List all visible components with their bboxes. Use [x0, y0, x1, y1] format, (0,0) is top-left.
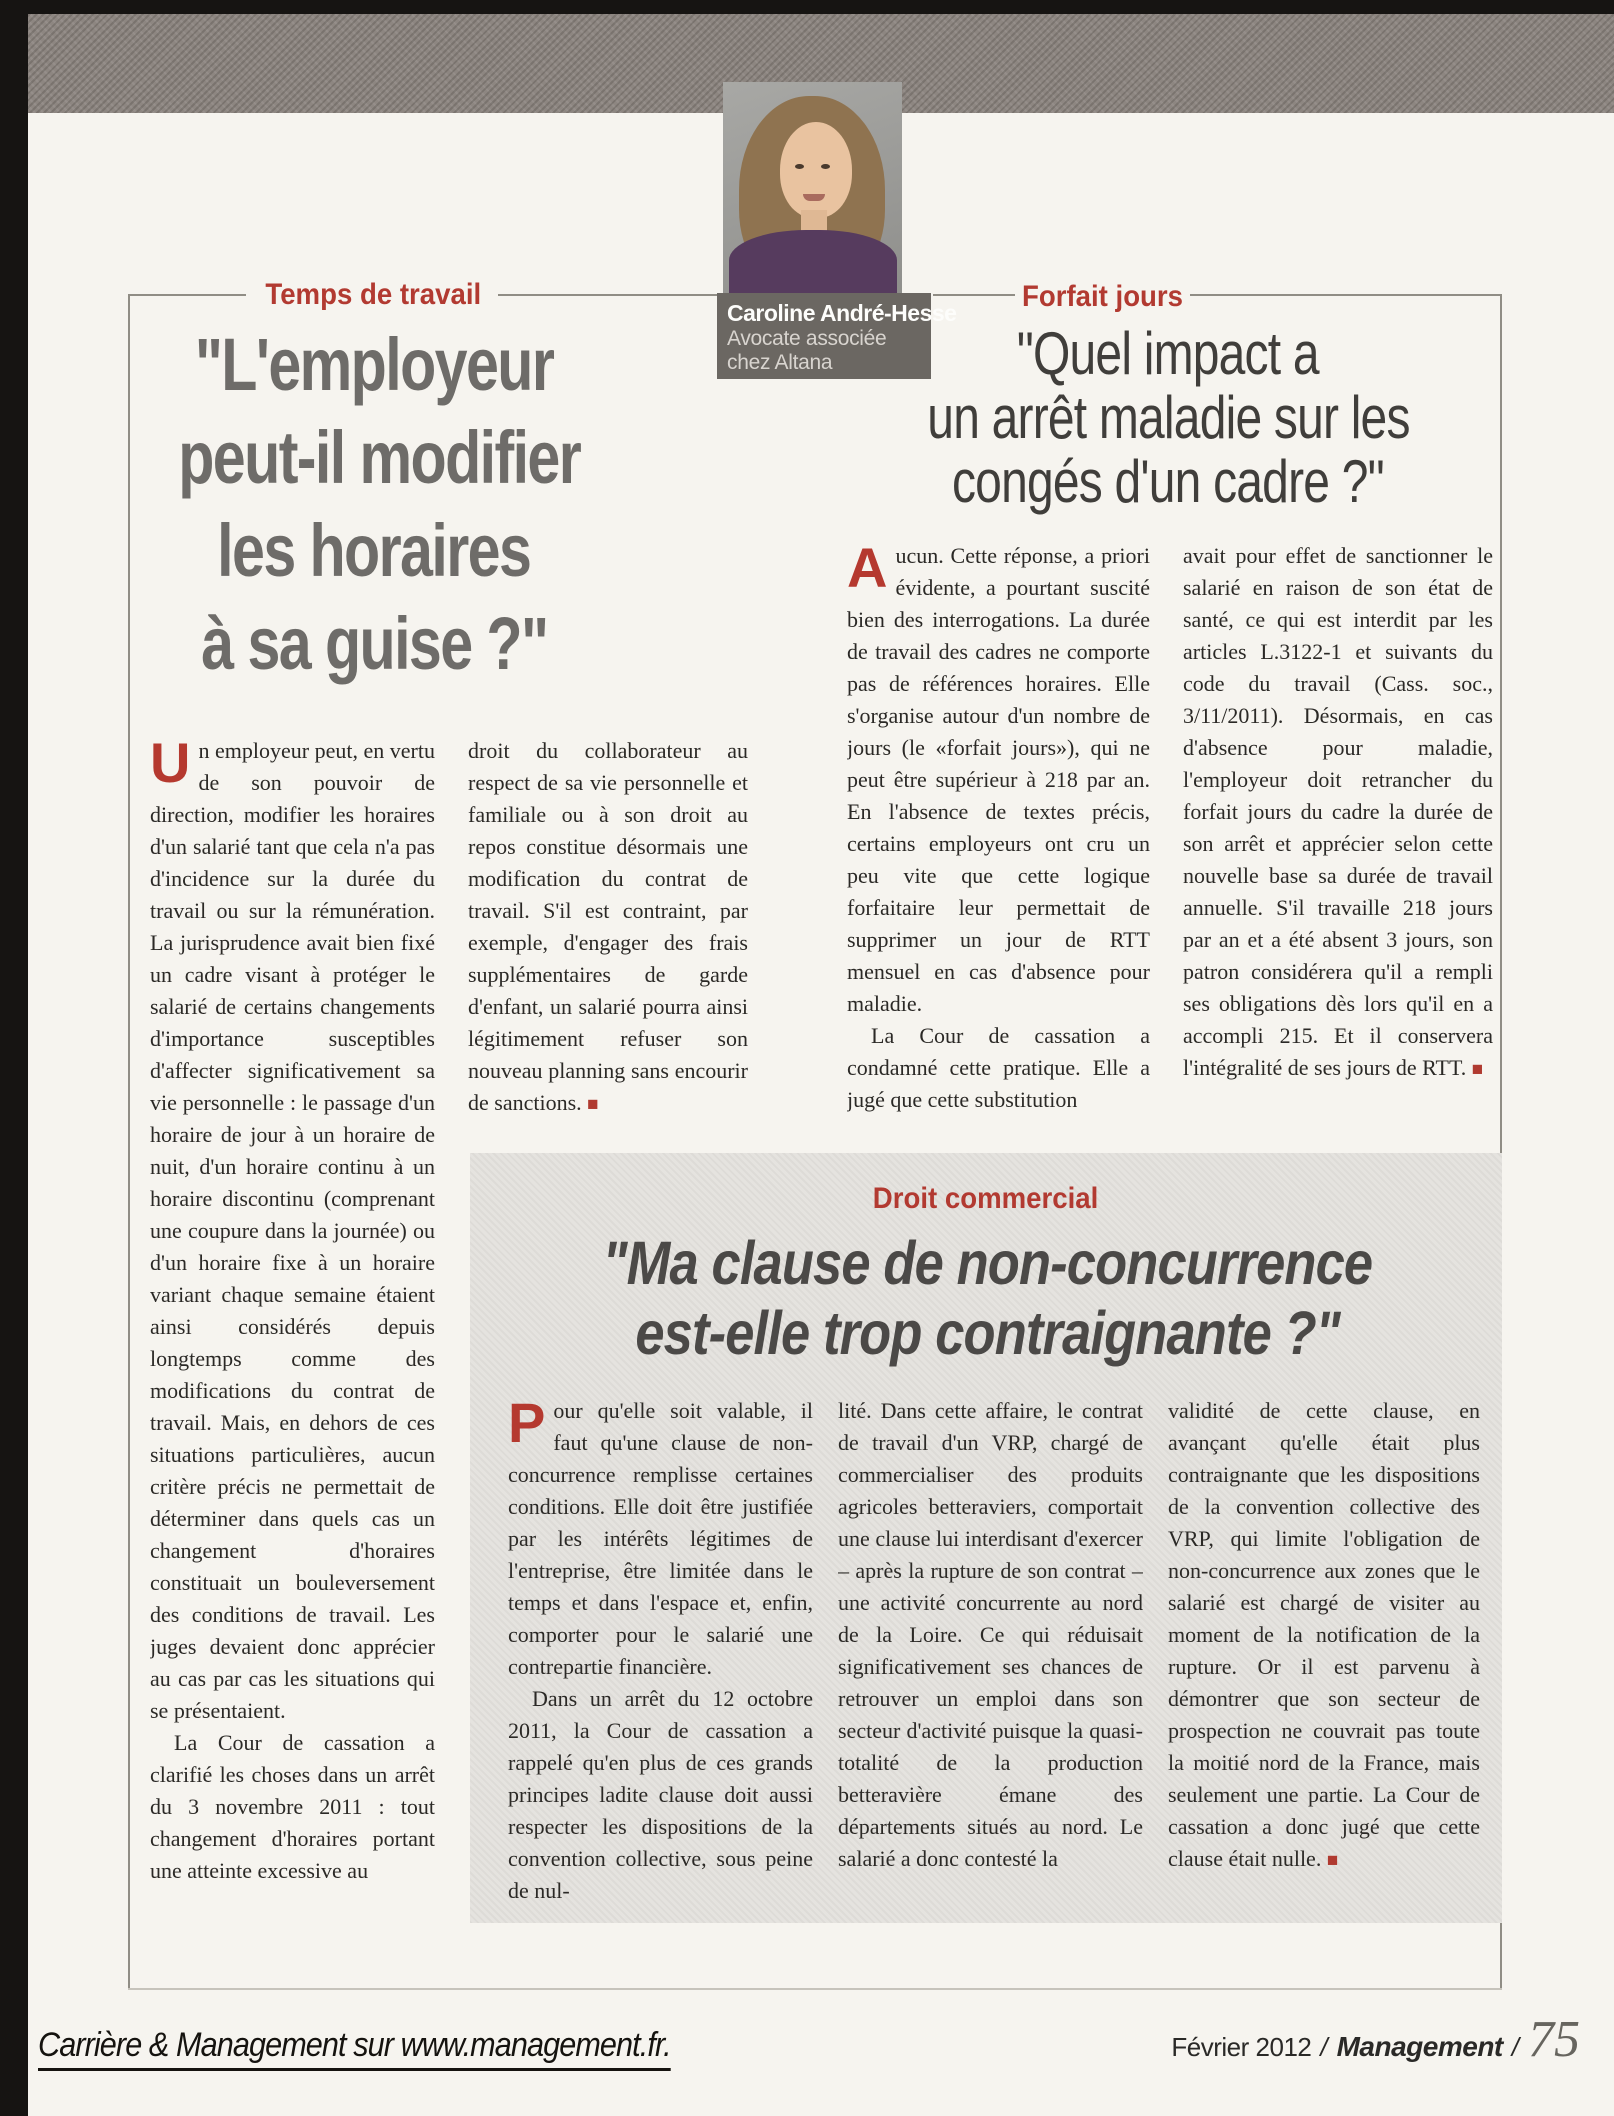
portrait-clothing [729, 230, 897, 294]
paragraph: Dans un arrêt du 12 octobre 2011, la Cour de cassation a rappelé qu'en plus de ces grands principes ladite clause doit aussi respecter les dispositions de la convention collective, sous peine de nul- [508, 1686, 813, 1903]
paragraph: droit du collaborateur au respect de sa vie personnelle et familiale ou à son droit au repos constitue désormais une modification du contrat de travail. S'il est contraint, par exemple, d'engager des frais supplémentaires de garde d'enfant, un salarié pourra ainsi légitimement refuser son nouveau planning sans encourir de sanctions. ■ [468, 738, 748, 1115]
dropcap: A [847, 540, 888, 599]
bottom-article-column-3 [1168, 1395, 1480, 1910]
portrait-face [780, 122, 852, 218]
footer-separator: / [1320, 2032, 1328, 2062]
scan-edge-top [0, 0, 1614, 14]
footer-folio [1171, 2011, 1580, 2068]
end-mark: ■ [1471, 1059, 1484, 1080]
paragraph: lité. Dans cette affaire, le contrat de travail d'un VRP, chargé de commercialiser des produits agricoles betteraviers, comportait une clause lui interdisant d'exercer – après la rupture de son contrat – une activité concurrente au nord de la Loire. Ce qui réduisait significativement ses chances de retrouver un emploi dans son secteur d'activité puisque la quasi-totalité de la production betteravière émane des départements situés au nord. Le salarié a donc contesté la [838, 1398, 1143, 1871]
frame-line [128, 1988, 1502, 1990]
footer-page-number: 75 [1528, 2011, 1580, 2068]
frame-line [128, 294, 246, 296]
paragraph: La Cour de cassation a clarifié les choses dans un arrêt du 3 novembre 2011 : tout changement d'horaires portant une atteinte excessive au [150, 1730, 435, 1883]
caption-role-1: Avocate associée [727, 327, 887, 350]
caption-role-2: chez Altana [727, 351, 833, 374]
dropcap: U [150, 735, 191, 794]
caption-name: Caroline André-Hesse [727, 300, 957, 326]
left-article-column-2 [468, 735, 748, 1125]
end-mark: ■ [1326, 1850, 1339, 1871]
headline-left-article: "L'employeur peut-il modifier les horaires à sa guise ?" [178, 323, 581, 685]
portrait-eye [795, 164, 804, 169]
paragraph: Pour qu'elle soit valable, il faut qu'une clause de non-concurrence remplisse certaines conditions. Elle doit être justifiée par les intérêts légitimes de l'entreprise, être limitée dans le temps et dans l'espace et, enfin, comporter pour le salarié une contrepartie financière. [508, 1395, 813, 1679]
footer-section-title: Carrière & Management sur www.management.fr. [38, 2026, 741, 2071]
left-article-column-1 [150, 735, 435, 1970]
kicker-forfait-jours: Forfait jours [1022, 280, 1184, 313]
right-article-column-2 [1183, 540, 1493, 1160]
end-mark: ■ [587, 1094, 599, 1115]
kicker-temps-de-travail: Temps de travail [265, 278, 481, 311]
footer-date: Février 2012 [1171, 2032, 1312, 2062]
paragraph: Aucun. Cette réponse, a priori évidente, a pourtant suscité bien des interrogations. La durée de travail des cadres ne comporte pas de références horaires. Elle s'organise autour d'un nombre de jours (le «forfait jours»), qui ne peut être supérieur à 218 par an. En l'absence de textes précis, certains employeurs ont cru un peu vite que cette logique forfaitaire leur permettait de supprimer un jour de RTT mensuel en cas d'absence pour maladie. [847, 540, 1150, 1016]
headline-right-article: "Quel impact a un arrêt maladie sur les congés d'un cadre ?" [926, 320, 1410, 515]
paragraph: validité de cette clause, en avançant qu'elle était plus contraignante que les dispositions de la convention collective des VRP, qui limite l'obligation de non-concurrence aux zones que le salarié est chargé de visiter au moment de la notification de la rupture. Or il est parvenu à démontrer que son secteur de prospection ne couvrait pas toute la moitié nord de la France, mais seulement une partie. La Cour de cassation a donc jugé que cette clause était nulle. ■ [1168, 1398, 1480, 1871]
paragraph: avait pour effet de sanctionner le salarié en raison de son état de santé, ce qui est interdit par les articles L.3122-1 et suivants du code du travail (Cass. soc., 3/11/2011). Désormais, en cas d'absence pour maladie, l'employeur doit retrancher du forfait jours du cadre la durée de son arrêt et apprécier selon cette nouvelle base sa durée de travail annuelle. S'il travaille 218 jours par an et a été absent 3 jours, son patron considérera qu'il a rempli ses obligations dès lors qu'il en a accompli 215. Et il conservera l'intégralité de ses jours de RTT. ■ [1183, 543, 1493, 1080]
bottom-article-column-1 [508, 1395, 813, 1910]
portrait-eye [821, 164, 830, 169]
dropcap: P [508, 1395, 546, 1454]
portrait-mouth [803, 194, 825, 201]
portrait-photo [723, 82, 902, 294]
footer-magazine-name: Management [1336, 2031, 1503, 2062]
paragraph: La Cour de cassation a condamné cette pratique. Elle a jugé que cette substitution [847, 1023, 1150, 1112]
paragraph: Un employeur peut, en vertu de son pouvoir de direction, modifier les horaires d'un salarié tant que cela n'a pas d'incidence sur la durée du travail ou sur la rémunération. La jurisprudence avait bien fixé un cadre visant à protéger le salarié de certains changements d'importance susceptibles d'affecter significativement sa vie personnelle : le passage d'un horaire de jour à un horaire de nuit, d'un horaire continu à un horaire discontinu (comprenant une coupure dans la journée) ou d'un horaire fixe à un horaire variant chaque semaine étaient ainsi considérés depuis longtemps comme des modifications du contrat de travail. Mais, en dehors de ces situations particulières, aucun critère précis ne permettait de déterminer dans quels cas un changement d'horaires constituait un bouleversement des conditions de travail. Les juges devaient donc apprécier au cas par cas les situations qui se présentaient. [150, 735, 435, 1723]
scan-edge-left [0, 0, 28, 2116]
footer-separator: / [1511, 2032, 1519, 2062]
kicker-droit-commercial: Droit commercial [873, 1182, 1099, 1215]
frame-line [498, 294, 717, 296]
frame-line [1190, 294, 1502, 296]
headline-bottom-article: "Ma clause de non-concurrence est-elle trop contraignante ?" [602, 1229, 1373, 1367]
right-article-column-1 [847, 540, 1150, 1160]
bottom-article-column-2 [838, 1395, 1143, 1910]
